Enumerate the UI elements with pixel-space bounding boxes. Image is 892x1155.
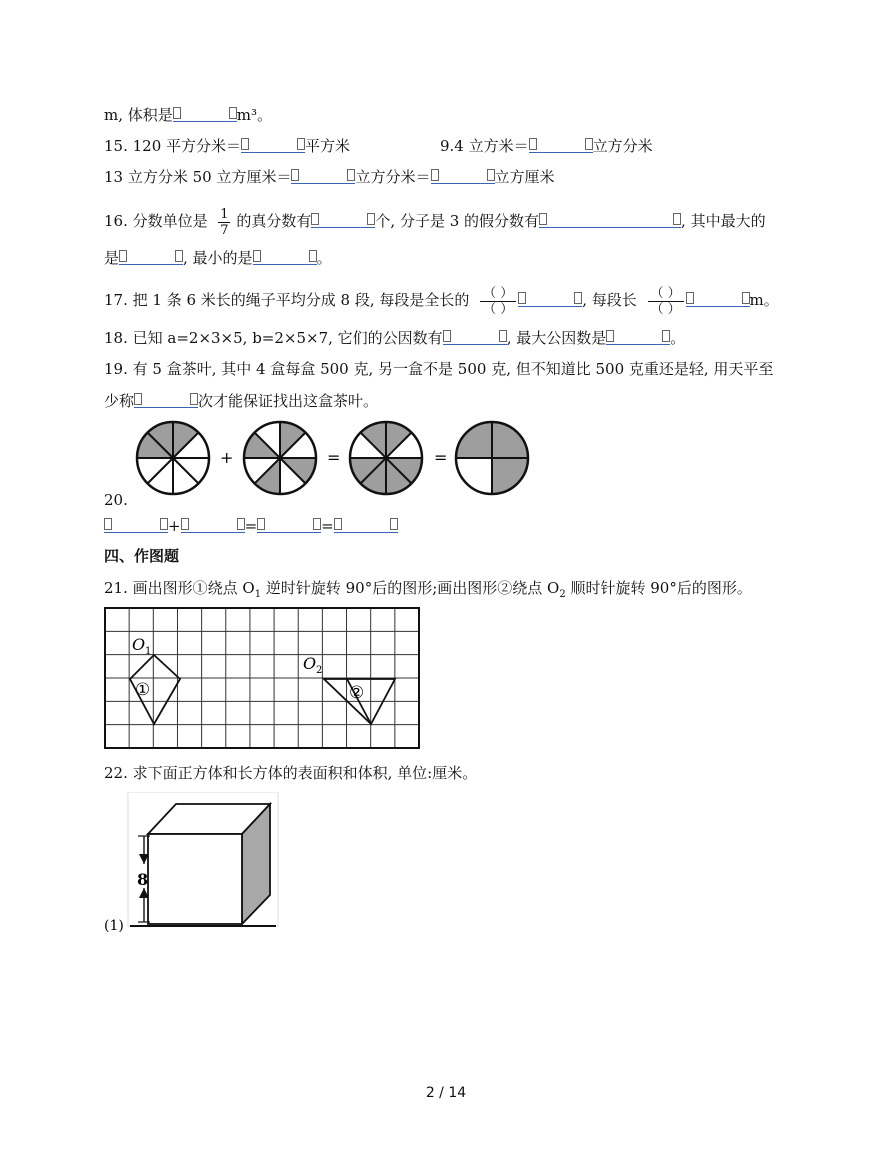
q20-op-eq-1: = bbox=[244, 517, 258, 535]
q16-blank-3[interactable] bbox=[119, 249, 183, 265]
q18-mid: , 最大公因数是 bbox=[506, 329, 607, 347]
q16-part2: 个, 分子是 3 的假分数有 bbox=[375, 212, 540, 230]
q21-grid-figure[interactable] bbox=[104, 607, 422, 751]
label-o2-sub: 2 bbox=[316, 665, 323, 676]
q19-line2 bbox=[104, 390, 378, 412]
q15-right-unit: 立方分米 bbox=[592, 137, 653, 155]
q17-fraction-1 bbox=[480, 287, 516, 316]
q18-blank-1[interactable] bbox=[443, 329, 507, 345]
q22-text: 22. 求下面正方体和长方体的表面积和体积, 单位:厘米。 bbox=[104, 764, 478, 782]
q20-plus-1: + bbox=[220, 448, 234, 467]
q16-line2-end: 。 bbox=[316, 249, 332, 267]
shape-2-label: ② bbox=[349, 683, 365, 703]
q14-answer-blank[interactable] bbox=[173, 106, 237, 122]
q15-left-unit: 平方米 bbox=[305, 137, 351, 155]
q16-prefix: 16. 分数单位是 bbox=[104, 212, 208, 230]
q18-line bbox=[104, 327, 685, 349]
q20-answer-line bbox=[104, 515, 398, 537]
q14-prefix: m, 体积是 bbox=[104, 106, 173, 124]
q17-frac1-den[interactable]: （ ） bbox=[483, 301, 514, 317]
q16-line2-prefix: 是 bbox=[104, 249, 120, 267]
q20-equals-2: = bbox=[434, 448, 448, 467]
q16-frac-numerator: 1 bbox=[220, 206, 229, 222]
q19-line2-end: 次才能保证找出这盒茶叶。 bbox=[198, 392, 379, 410]
q17-frac2-den[interactable]: （ ） bbox=[650, 301, 681, 317]
q14-unit: m³。 bbox=[236, 106, 273, 124]
q16-frac-denominator: 7 bbox=[220, 222, 229, 238]
q21-prefix: 21. 画出图形①绕点 O bbox=[104, 579, 255, 597]
q17-frac2-num[interactable]: （ ） bbox=[650, 285, 681, 301]
q21-text bbox=[104, 577, 752, 606]
q20-label: 20. bbox=[104, 491, 128, 509]
q15-line2 bbox=[104, 166, 555, 188]
q18-end: 。 bbox=[670, 329, 686, 347]
q20-op-plus: + bbox=[168, 517, 181, 535]
q16-fraction bbox=[218, 208, 230, 237]
section-title: 四、作图题 bbox=[104, 547, 180, 565]
q16-line2-mid: , 最小的是 bbox=[183, 249, 253, 267]
q15-blank-4[interactable] bbox=[431, 168, 495, 184]
q17-mid: , 每段长 bbox=[582, 291, 637, 309]
q20-fraction-circles bbox=[128, 418, 538, 498]
cube-edge-label: 8 bbox=[137, 870, 149, 889]
q20-blank-1[interactable] bbox=[104, 517, 168, 533]
q15-blank-3[interactable] bbox=[291, 168, 355, 184]
circle-three-eighths bbox=[137, 422, 209, 494]
q17-end: m。 bbox=[749, 291, 779, 309]
q21-end: 顺时针旋转 90°后的图形。 bbox=[565, 579, 752, 597]
q14-tail bbox=[104, 104, 272, 126]
q15-blank-1[interactable] bbox=[241, 137, 305, 153]
q15-blank-2[interactable] bbox=[529, 137, 593, 153]
q15-line1-right bbox=[440, 135, 653, 157]
q21-sub2: 2 bbox=[559, 589, 566, 600]
q20-op-eq-2: = bbox=[321, 517, 334, 535]
q16-line1 bbox=[104, 198, 766, 244]
q15-left-text: 15. 120 平方分米＝ bbox=[104, 137, 242, 155]
circle-three-quarters bbox=[456, 422, 528, 494]
circle-seven-eighths bbox=[350, 422, 422, 494]
q16-part1: 的真分数有 bbox=[236, 212, 312, 230]
q21-mid: 逆时针旋转 90°后的图形;画出图形②绕点 O bbox=[261, 579, 560, 597]
q15-right-text: 9.4 立方米＝ bbox=[440, 137, 529, 155]
q19-line2-prefix: 少称 bbox=[104, 392, 135, 410]
q21-sub1: 1 bbox=[254, 589, 262, 600]
label-o1-sub: 1 bbox=[145, 646, 152, 657]
q15-line2-b: 立方分米＝ bbox=[355, 168, 431, 186]
q19-blank[interactable] bbox=[134, 392, 198, 408]
q22-sub-label: (1) bbox=[104, 918, 124, 932]
q20-blank-4[interactable] bbox=[334, 517, 398, 533]
label-o1: O bbox=[132, 635, 146, 654]
q17-blank-2[interactable] bbox=[686, 291, 750, 307]
label-o2: O bbox=[303, 654, 317, 673]
q20-blank-3[interactable] bbox=[257, 517, 321, 533]
circle-half-alternating bbox=[244, 422, 316, 494]
q17-fraction-2 bbox=[648, 287, 684, 316]
q16-blank-4[interactable] bbox=[253, 249, 317, 265]
q15-line2-c: 立方厘米 bbox=[494, 168, 555, 186]
q16-blank-1[interactable] bbox=[311, 212, 375, 228]
q15-line2-a: 13 立方分米 50 立方厘米＝ bbox=[104, 168, 292, 186]
q22-cube-figure bbox=[104, 792, 280, 932]
q18-blank-2[interactable] bbox=[606, 329, 670, 345]
q17-line bbox=[104, 278, 779, 322]
q17-blank-1[interactable] bbox=[518, 291, 582, 307]
q16-blank-2[interactable] bbox=[539, 212, 681, 228]
q17-frac1-num[interactable]: （ ） bbox=[483, 285, 514, 301]
q20-equals-1: = bbox=[327, 448, 341, 467]
shape-1-label: ① bbox=[135, 680, 151, 700]
q18-prefix: 18. 已知 a=2×3×5, b=2×5×7, 它们的公因数有 bbox=[104, 329, 443, 347]
q19-line1: 19. 有 5 盒茶叶, 其中 4 盒每盒 500 克, 另一盒不是 500 克, 但不知道比 500 克重还是轻, 用天平至 bbox=[104, 360, 774, 378]
q15-line1 bbox=[104, 135, 350, 157]
q17-prefix: 17. 把 1 条 6 米长的绳子平均分成 8 段, 每段是全长的 bbox=[104, 291, 470, 309]
page-number: 2 / 14 bbox=[425, 1085, 467, 1101]
q16-part3: , 其中最大的 bbox=[681, 212, 766, 230]
q16-line2 bbox=[104, 247, 332, 269]
q20-blank-2[interactable] bbox=[181, 517, 245, 533]
